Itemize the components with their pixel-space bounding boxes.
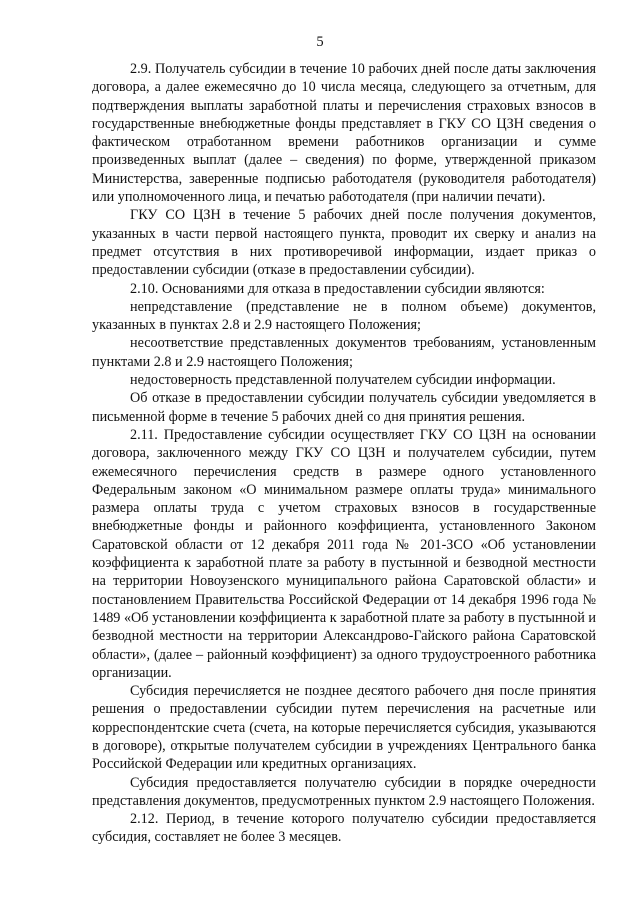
- paragraph-refusal-notice: Об отказе в предоставлении субсидии получатель субсидии уведомляется в письменной форме в течение 5 рабочих дней со дня принятия решения.: [92, 390, 596, 425]
- paragraph-2-10: 2.10. Основаниями для отказа в предоставлении субсидии являются:: [130, 280, 545, 297]
- paragraph-refusal-reason-3: недостоверность представленной получателем субсидии информации.: [130, 372, 556, 389]
- paragraph-2-12: 2.12. Период, в течение которого получателю субсидии предоставляется субсидия, составляет не более 3 месяцев.: [92, 811, 596, 846]
- paragraph-refusal-reason-2: несоответствие представленных документов требованиям, установленным пунктами 2.8 и 2.9 настоящего Положения;: [92, 335, 596, 370]
- page-number: 5: [316, 34, 324, 50]
- paragraph-2-11: 2.11. Предоставление субсидии осуществляет ГКУ СО ЦЗН на основании договора, заключенного между ГКУ СО ЦЗН и получателем субсидии, путем ежемесячного перечисления средств в размере одного установленного Федеральным законом «О минимальном размере оплаты труда» минимального размера оплаты труда с учетом страховых взносов в государственные внебюджетные фонды и районного коэффициента, установленного Законом Саратовской области от 12 декабря 2011 года № 201-ЗСО «Об установлении коэффициента к заработной плате за работу в пустынной и безводной местности на территории Новоузенского муниципального района Саратовской области» и постановлением Правительства Российской Федерации от 14 декабря 1996 года № 1489 «Об установлении коэффициента к заработной плате за работу в пустынной и безводной местности на территории Александрово-Гайского района Саратовской области», (далее – районный коэффициент) за одного трудоустроенного работника организации.: [92, 426, 596, 681]
- paragraph-2-9: 2.9. Получатель субсидии в течение 10 рабочих дней после даты заключения договора, а далее ежемесячно до 10 числа месяца, следующего за отчетным, для подтверждения выплаты заработной платы и перечисления страховых взносов в государственные внебюджетные фонды представляет в ГКУ СО ЦЗН сведения о фактическом отработанном времени работников организации и сумме произведенных выплат (далее – сведения) по форме, утвержденной приказом Министерства, заверенные подписью работодателя (руководителя работодателя) или уполномоченного лица, и печатью работодателя (при наличии печати).: [92, 61, 596, 206]
- paragraph-transfer: Субсидия перечисляется не позднее десятого рабочего дня после принятия решения о предоставлении субсидии путем перечисления на расчетные или корреспондентские счета (счета, на которые перечисляется субсидия, указываются в договоре), открытые получателем субсидии в учреждениях Центрального банка Российской Федерации или кредитных организациях.: [92, 683, 596, 773]
- document-body: [92, 60, 596, 847]
- paragraph-order: Субсидия предоставляется получателю субсидии в порядке очередности представления документов, предусмотренных пунктом 2.9 настоящего Положения.: [92, 774, 596, 809]
- paragraph-refusal-reason-1: непредставление (представление не в полном объеме) документов, указанных в пунктах 2.8 и 2.9 настоящего Положения;: [92, 298, 596, 334]
- paragraph-gku-verification: ГКУ СО ЦЗН в течение 5 рабочих дней после получения документов, указанных в части первой настоящего пункта, проводит их сверку и анализ на предмет отсутствия в них противоречивой информации, издает приказ о предоставлении субсидии (отказе в предоставлении субсидии).: [92, 207, 596, 279]
